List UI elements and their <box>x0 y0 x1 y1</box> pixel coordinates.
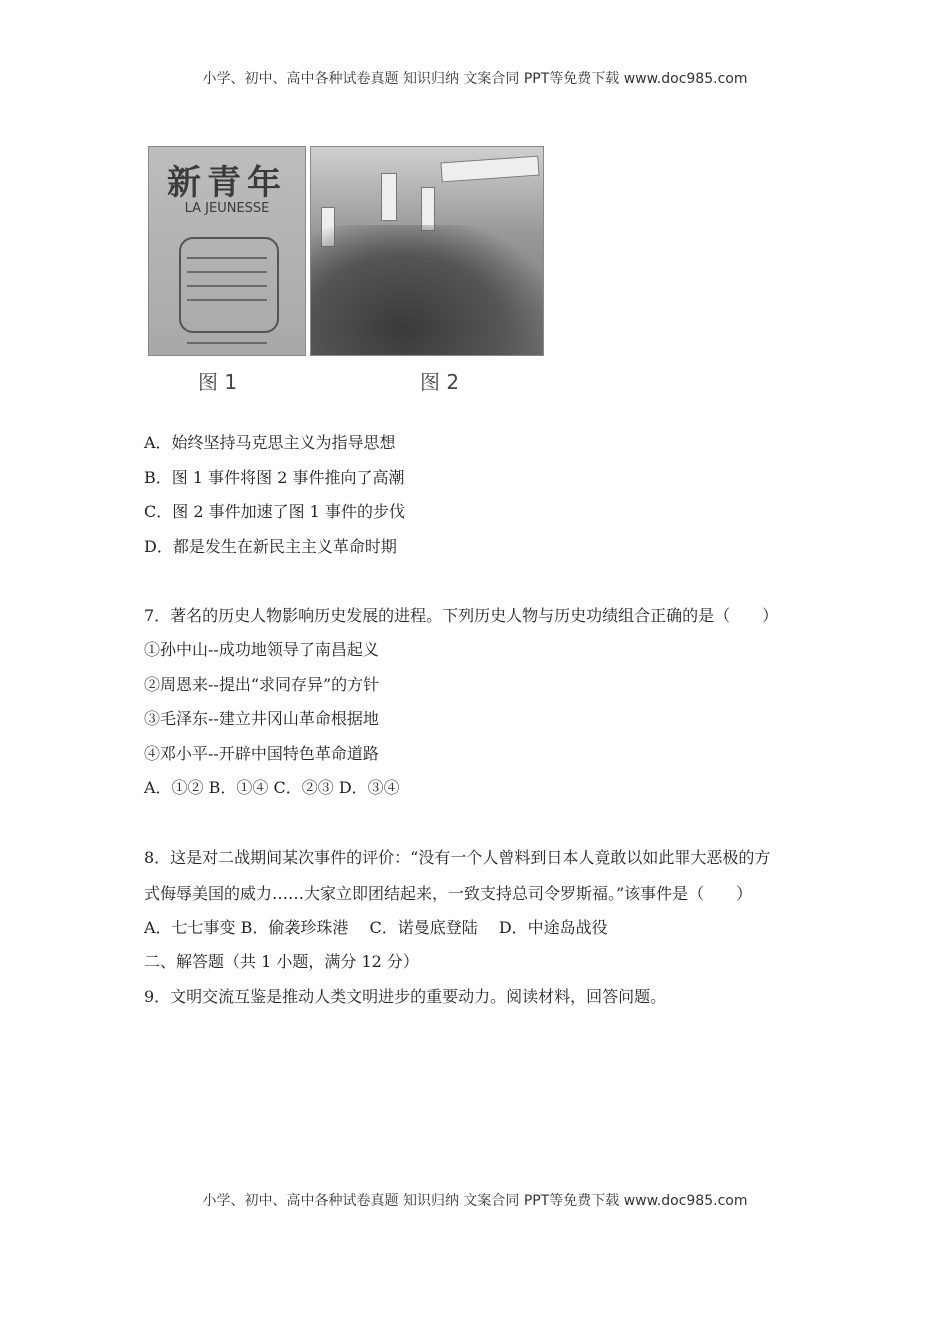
q7-options: A．①② B．①④ C．②③ D．③④ <box>144 778 400 797</box>
q8-stem-line2: 式侮辱美国的威力……大家立即团结起来，一致支持总司令罗斯福。”该事件是（ ） <box>144 884 753 903</box>
q8-options: A．七七事变 B．偷袭珍珠港 C．诺曼底登陆 D．中途岛战役 <box>144 918 608 937</box>
page-footer: 小学、初中、高中各种试卷真题 知识归纳 文案合同 PPT等免费下载 www.doc985.com <box>202 1193 748 1209</box>
magazine-text-line <box>187 257 267 259</box>
q8-stem-line1: 8．这是对二战期间某次事件的评价：“没有一个人曾料到日本人竟敢以如此罪大恶极的方 <box>144 848 771 867</box>
magazine-subtitle: LA JEUNESSE <box>184 201 270 216</box>
q6-option-a: A．始终坚持马克思主义为指导思想 <box>144 433 396 452</box>
figures <box>146 144 546 394</box>
figure-2-protest-image <box>310 146 544 356</box>
section-2-heading: 二、解答题（共 1 小题，满分 12 分） <box>144 952 419 971</box>
q7-item-4: ④邓小平--开辟中国特色革命道路 <box>144 744 379 763</box>
q7-item-3: ③毛泽东--建立井冈山革命根据地 <box>144 709 379 728</box>
banner <box>381 173 397 221</box>
q7-stem: 7．著名的历史人物影响历史发展的进程。下列历史人物与历史功绩组合正确的是（ ） <box>144 606 779 625</box>
q6-option-c: C．图 2 事件加速了图 1 事件的步伐 <box>144 502 405 521</box>
q9-stem: 9．文明交流互鉴是推动人类文明进步的重要动力。阅读材料，回答问题。 <box>144 987 667 1006</box>
magazine-text-line <box>187 285 267 287</box>
magazine-title: 新青年 <box>167 163 287 203</box>
magazine-text-line <box>187 299 267 301</box>
magazine-text-line <box>187 342 267 344</box>
q7-item-2: ②周恩来--提出“求同存异”的方针 <box>144 675 380 694</box>
q6-option-d: D．都是发生在新民主主义革命时期 <box>144 537 397 556</box>
banner <box>440 156 539 183</box>
figure-1-caption: 图 1 <box>198 370 238 394</box>
figure-2-caption: 图 2 <box>420 370 460 394</box>
q7-item-1: ①孙中山--成功地领导了南昌起义 <box>144 640 379 659</box>
crowd <box>311 225 543 355</box>
page-header: 小学、初中、高中各种试卷真题 知识归纳 文案合同 PPT等免费下载 www.doc985.com <box>202 71 748 87</box>
figure-1-magazine-cover <box>148 146 306 356</box>
q6-option-b: B．图 1 事件将图 2 事件推向了高潮 <box>144 468 405 487</box>
magazine-text-line <box>187 271 267 273</box>
